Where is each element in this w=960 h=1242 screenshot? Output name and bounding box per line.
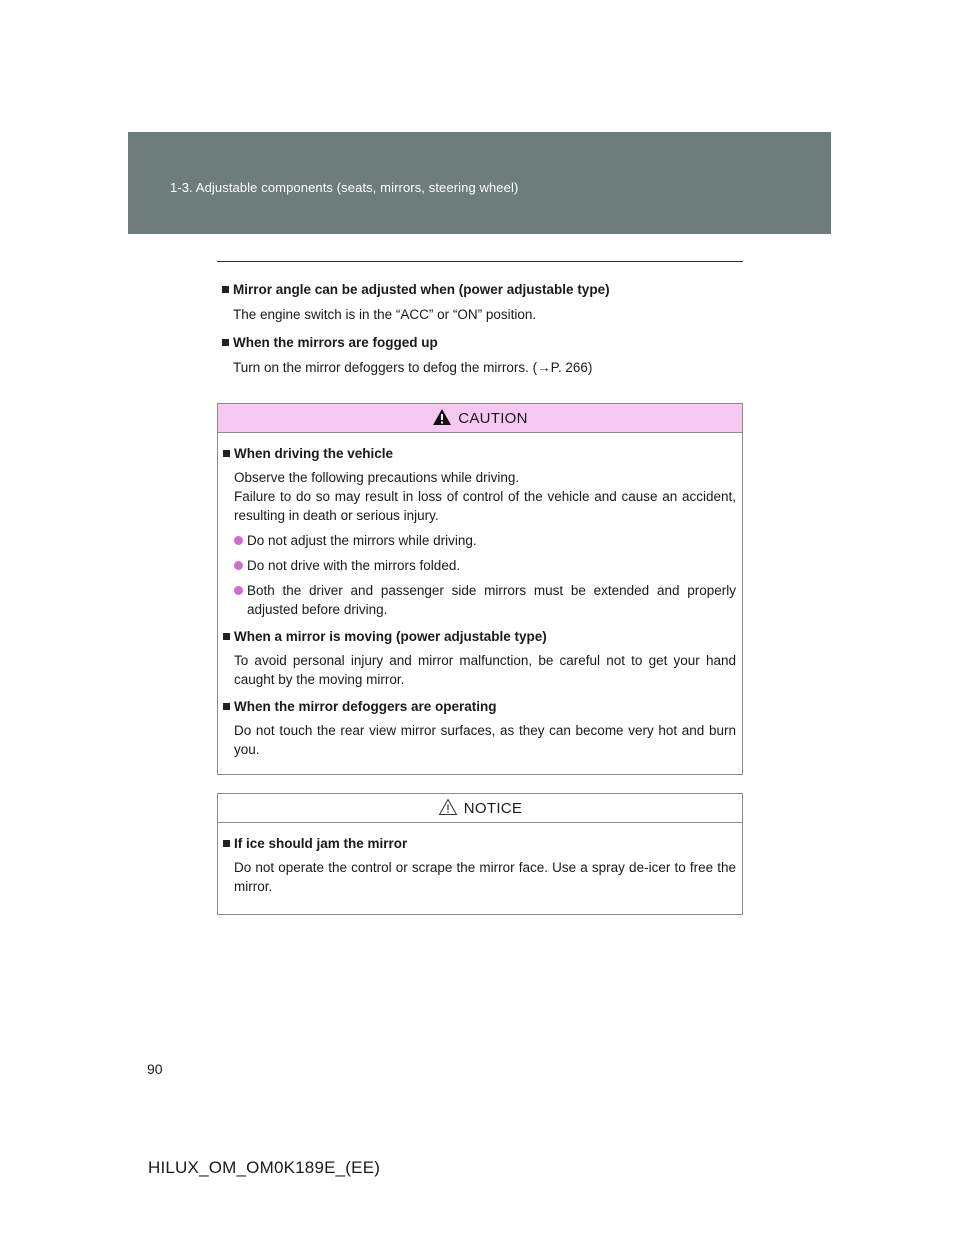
intro-item bbox=[222, 334, 742, 377]
intro-item bbox=[222, 281, 742, 324]
intro-notes bbox=[222, 281, 742, 387]
round-bullet-icon bbox=[234, 586, 243, 595]
item-heading: If ice should jam the mirror bbox=[234, 836, 408, 851]
notice-item bbox=[223, 835, 736, 896]
list-item: Both the driver and passenger side mirrors must be extended and properly adjusted before driving. bbox=[223, 581, 736, 619]
item-heading: When the mirror defoggers are operating bbox=[234, 699, 497, 714]
item-text: Do not touch the rear view mirror surfaces, as they can become very hot and burn you. bbox=[234, 723, 736, 757]
item-heading: When driving the vehicle bbox=[234, 446, 394, 461]
list-item: Do not drive with the mirrors folded. bbox=[223, 556, 736, 575]
item-heading: Mirror angle can be adjusted when (power adjustable type) bbox=[233, 282, 610, 297]
warning-triangle-filled-icon bbox=[432, 408, 452, 426]
square-bullet-icon bbox=[223, 840, 230, 847]
item-text: Turn on the mirror defoggers to defog the mirrors. (→P. 266) bbox=[233, 360, 593, 375]
round-bullet-icon bbox=[234, 536, 243, 545]
list-item: Do not adjust the mirrors while driving. bbox=[223, 531, 736, 550]
document-id: HILUX_OM_OM0K189E_(EE) bbox=[148, 1158, 381, 1177]
square-bullet-icon bbox=[223, 633, 230, 640]
notice-title-bar bbox=[218, 794, 742, 823]
warning-triangle-outline-icon bbox=[438, 798, 458, 816]
notice-title: NOTICE bbox=[463, 799, 523, 817]
item-text: To avoid personal injury and mirror malfunction, be careful not to get your hand caught by the moving mirror. bbox=[234, 653, 736, 687]
section-title: 1-3. Adjustable components (seats, mirrors, steering wheel) bbox=[170, 180, 519, 195]
item-text: Observe the following precautions while driving. Failure to do so may result in loss of control of the vehicle and cause an accident, resulting in death or serious injury. bbox=[234, 470, 736, 523]
item-heading: When a mirror is moving (power adjustable type) bbox=[234, 629, 547, 644]
item-text: Do not operate the control or scrape the mirror face. Use a spray de-icer to free the mirror. bbox=[234, 860, 736, 894]
page-number: 90 bbox=[147, 1061, 163, 1077]
caution-box bbox=[217, 403, 743, 775]
section-header-band bbox=[128, 132, 831, 234]
caution-item bbox=[223, 698, 736, 759]
item-heading: When the mirrors are fogged up bbox=[233, 335, 438, 350]
item-text: The engine switch is in the “ACC” or “ON” position. bbox=[233, 307, 537, 322]
caution-item bbox=[223, 445, 736, 619]
caution-title: CAUTION bbox=[458, 409, 528, 427]
square-bullet-icon bbox=[222, 286, 229, 293]
square-bullet-icon bbox=[222, 339, 229, 346]
caution-title-bar bbox=[218, 404, 742, 433]
caution-item bbox=[223, 628, 736, 689]
square-bullet-icon bbox=[223, 703, 230, 710]
square-bullet-icon bbox=[223, 450, 230, 457]
notice-box bbox=[217, 793, 743, 915]
section-divider bbox=[217, 261, 743, 262]
round-bullet-icon bbox=[234, 561, 243, 570]
